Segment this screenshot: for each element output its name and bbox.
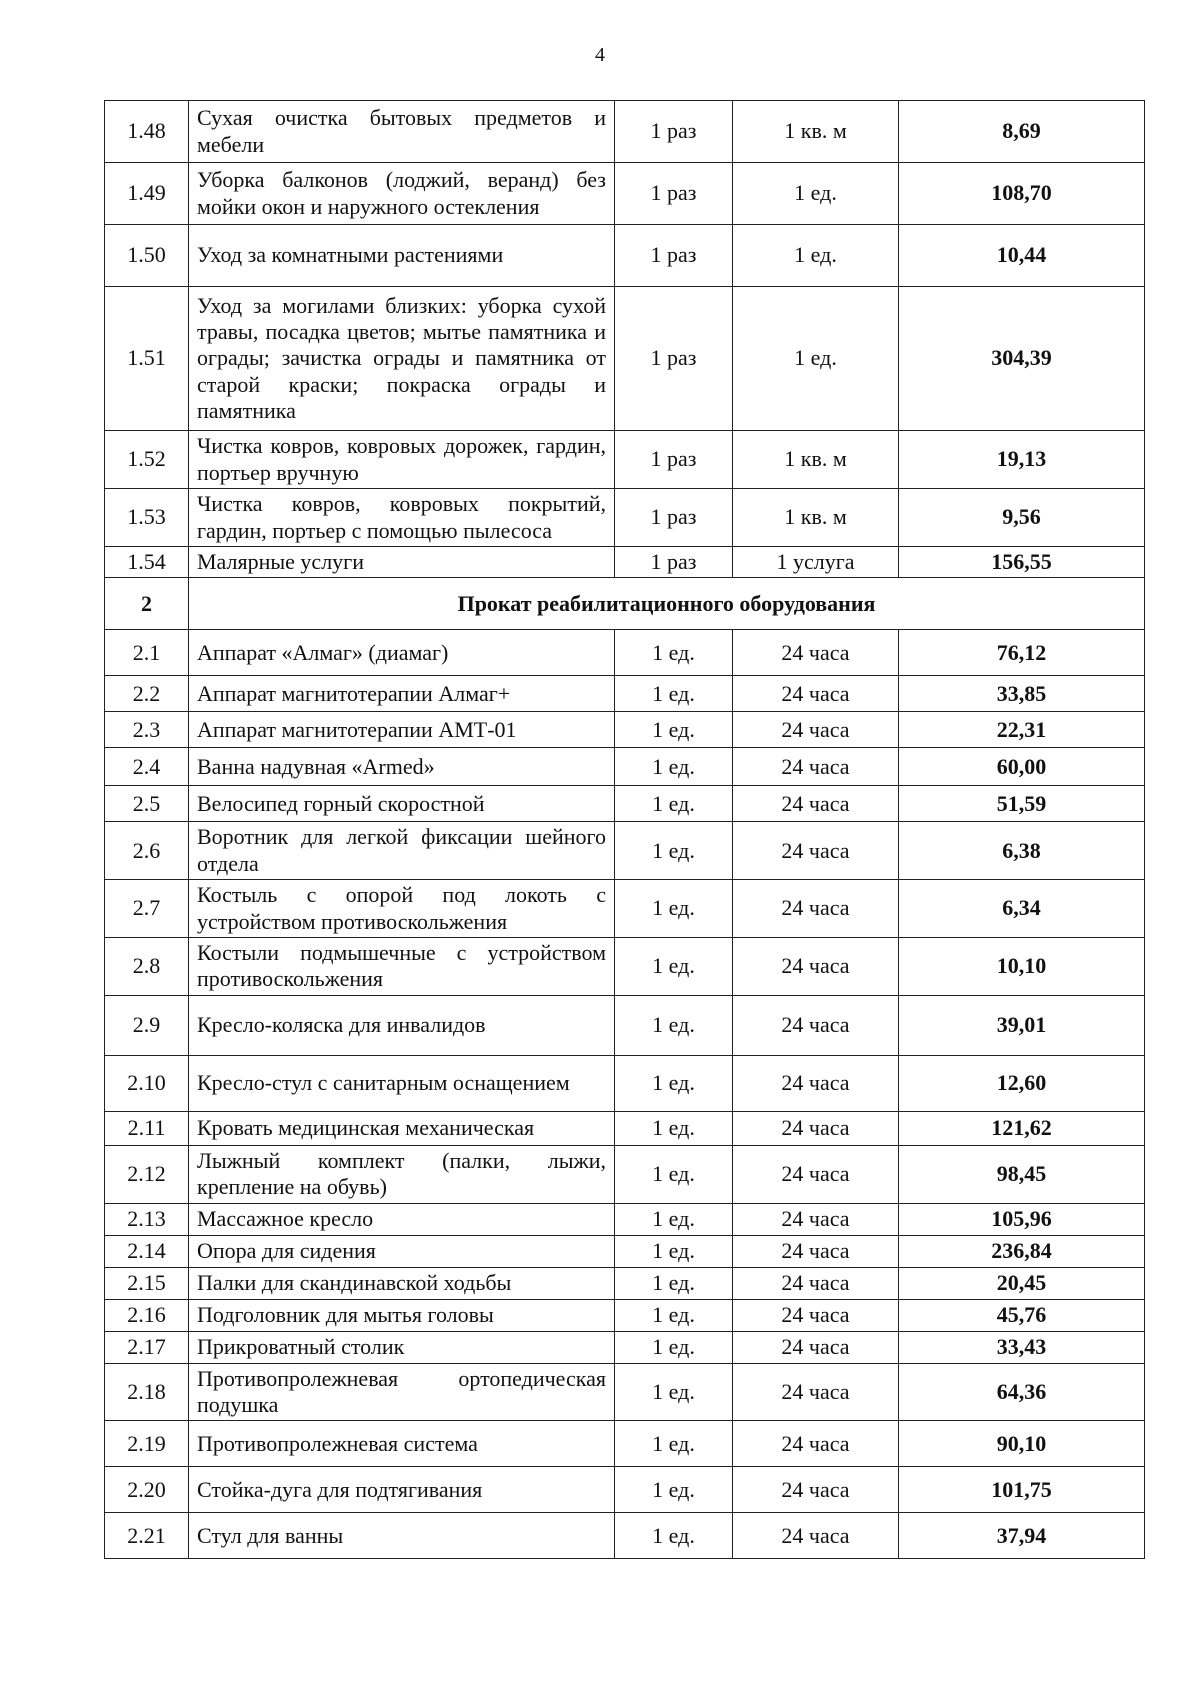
service-quantity: 1 ед. [615, 1235, 733, 1267]
service-unit: 24 часа [733, 822, 899, 880]
service-unit: 1 кв. м [733, 431, 899, 489]
service-quantity: 1 ед. [615, 880, 733, 938]
service-unit: 24 часа [733, 676, 899, 712]
service-name: Велосипед горный скоростной [189, 786, 615, 822]
row-number: 2.9 [105, 995, 189, 1055]
service-quantity: 1 ед. [615, 995, 733, 1055]
row-number: 2.1 [105, 630, 189, 676]
service-name: Чистка ковров, ковровых дорожек, гардин, портьер вручную [189, 431, 615, 489]
table-row [105, 995, 1145, 1055]
table-row [105, 1421, 1145, 1467]
service-name: Стул для ванны [189, 1513, 615, 1559]
service-unit: 24 часа [733, 712, 899, 748]
table-row [105, 287, 1145, 431]
row-number: 2.15 [105, 1267, 189, 1299]
service-price: 10,44 [899, 225, 1145, 287]
table-row [105, 630, 1145, 676]
service-unit: 24 часа [733, 1421, 899, 1467]
service-quantity: 1 ед. [615, 1299, 733, 1331]
service-name: Подголовник для мытья головы [189, 1299, 615, 1331]
service-quantity: 1 ед. [615, 1421, 733, 1467]
service-price: 64,36 [899, 1363, 1145, 1421]
table-row [105, 1467, 1145, 1513]
row-number: 2.6 [105, 822, 189, 880]
service-name: Кресло-стул с санитарным оснащением [189, 1055, 615, 1111]
page-number: 4 [595, 44, 605, 66]
service-unit: 1 ед. [733, 163, 899, 225]
table-row [105, 547, 1145, 578]
table-row [105, 712, 1145, 748]
service-price: 156,55 [899, 547, 1145, 578]
table-row [105, 489, 1145, 547]
table-row [105, 163, 1145, 225]
service-quantity: 1 ед. [615, 1145, 733, 1203]
table-row [105, 431, 1145, 489]
service-name: Малярные услуги [189, 547, 615, 578]
service-name: Воротник для легкой фиксации шейного отдела [189, 822, 615, 880]
service-price: 39,01 [899, 995, 1145, 1055]
service-unit: 24 часа [733, 786, 899, 822]
service-name: Массажное кресло [189, 1203, 615, 1235]
service-name: Палки для скандинавской ходьбы [189, 1267, 615, 1299]
row-number: 2.10 [105, 1055, 189, 1111]
service-quantity: 1 раз [615, 547, 733, 578]
service-unit: 1 кв. м [733, 101, 899, 163]
service-quantity: 1 раз [615, 225, 733, 287]
service-price: 101,75 [899, 1467, 1145, 1513]
service-name: Кровать медицинская механическая [189, 1111, 615, 1145]
row-number: 2.16 [105, 1299, 189, 1331]
table-row [105, 1363, 1145, 1421]
service-unit: 24 часа [733, 1467, 899, 1513]
service-quantity: 1 ед. [615, 1363, 733, 1421]
table-row [105, 1055, 1145, 1111]
table-row [105, 937, 1145, 995]
service-name: Кресло-коляска для инвалидов [189, 995, 615, 1055]
service-unit: 24 часа [733, 1513, 899, 1559]
service-price: 37,94 [899, 1513, 1145, 1559]
service-name: Прикроватный столик [189, 1331, 615, 1363]
service-price: 236,84 [899, 1235, 1145, 1267]
service-quantity: 1 ед. [615, 1055, 733, 1111]
table-row [105, 676, 1145, 712]
table-row [105, 880, 1145, 938]
service-price: 6,38 [899, 822, 1145, 880]
service-price: 304,39 [899, 287, 1145, 431]
service-unit: 24 часа [733, 995, 899, 1055]
service-price: 108,70 [899, 163, 1145, 225]
service-name: Аппарат магнитотерапии АМТ-01 [189, 712, 615, 748]
table-row [105, 1111, 1145, 1145]
service-quantity: 1 ед. [615, 1203, 733, 1235]
service-quantity: 1 ед. [615, 748, 733, 786]
service-price: 10,10 [899, 937, 1145, 995]
row-number: 2.4 [105, 748, 189, 786]
service-price: 121,62 [899, 1111, 1145, 1145]
service-name: Ванна надувная «Armed» [189, 748, 615, 786]
service-price: 19,13 [899, 431, 1145, 489]
service-name: Опора для сидения [189, 1235, 615, 1267]
table-row [105, 748, 1145, 786]
service-quantity: 1 ед. [615, 676, 733, 712]
service-unit: 24 часа [733, 1203, 899, 1235]
service-unit: 24 часа [733, 1267, 899, 1299]
service-name: Стойка-дуга для подтягивания [189, 1467, 615, 1513]
service-unit: 24 часа [733, 1235, 899, 1267]
service-unit: 24 часа [733, 1299, 899, 1331]
service-quantity: 1 раз [615, 431, 733, 489]
service-unit: 24 часа [733, 937, 899, 995]
row-number: 1.48 [105, 101, 189, 163]
service-price: 60,00 [899, 748, 1145, 786]
service-name: Аппарат «Алмаг» (диамаг) [189, 630, 615, 676]
service-price: 98,45 [899, 1145, 1145, 1203]
row-number: 2.7 [105, 880, 189, 938]
service-quantity: 1 ед. [615, 1267, 733, 1299]
service-unit: 24 часа [733, 630, 899, 676]
service-quantity: 1 ед. [615, 1331, 733, 1363]
table-row [105, 1267, 1145, 1299]
section-title: Прокат реабилитационного оборудования [189, 578, 1145, 630]
service-price: 90,10 [899, 1421, 1145, 1467]
service-price: 6,34 [899, 880, 1145, 938]
service-unit: 24 часа [733, 1111, 899, 1145]
row-number: 2.11 [105, 1111, 189, 1145]
service-unit: 1 ед. [733, 287, 899, 431]
table-row [105, 786, 1145, 822]
service-unit: 24 часа [733, 1145, 899, 1203]
row-number: 2.17 [105, 1331, 189, 1363]
service-price: 8,69 [899, 101, 1145, 163]
service-name: Лыжный комплект (палки, лыжи, крепление на обувь) [189, 1145, 615, 1203]
table-row [105, 1299, 1145, 1331]
service-quantity: 1 ед. [615, 1467, 733, 1513]
service-unit: 24 часа [733, 880, 899, 938]
section-header-row [105, 578, 1145, 630]
service-name: Уход за могилами близких: уборка сухой травы, посадка цветов; мытье памятника и ограды; зачистка ограды и памятника от старой краски; покраска ограды и памятника [189, 287, 615, 431]
service-quantity: 1 ед. [615, 1513, 733, 1559]
table-row [105, 1145, 1145, 1203]
table-row [105, 225, 1145, 287]
row-number: 2.5 [105, 786, 189, 822]
row-number: 2.18 [105, 1363, 189, 1421]
section-number: 2 [105, 578, 189, 630]
service-price: 51,59 [899, 786, 1145, 822]
price-table [104, 100, 1145, 1559]
row-number: 2.13 [105, 1203, 189, 1235]
row-number: 2.2 [105, 676, 189, 712]
service-price: 105,96 [899, 1203, 1145, 1235]
service-name: Чистка ковров, ковровых покрытий, гардин, портьер с помощью пылесоса [189, 489, 615, 547]
service-price: 12,60 [899, 1055, 1145, 1111]
service-price: 22,31 [899, 712, 1145, 748]
table-body [105, 101, 1145, 1559]
row-number: 2.8 [105, 937, 189, 995]
service-quantity: 1 ед. [615, 1111, 733, 1145]
row-number: 2.3 [105, 712, 189, 748]
service-name: Противопролежневая ортопедическая подушка [189, 1363, 615, 1421]
service-unit: 1 услуга [733, 547, 899, 578]
service-price: 9,56 [899, 489, 1145, 547]
service-price: 20,45 [899, 1267, 1145, 1299]
service-price: 33,43 [899, 1331, 1145, 1363]
row-number: 2.12 [105, 1145, 189, 1203]
row-number: 1.51 [105, 287, 189, 431]
service-name: Противопролежневая система [189, 1421, 615, 1467]
table-row [105, 1235, 1145, 1267]
service-quantity: 1 ед. [615, 630, 733, 676]
service-unit: 1 кв. м [733, 489, 899, 547]
row-number: 1.50 [105, 225, 189, 287]
table-row [105, 1331, 1145, 1363]
service-name: Костыли подмышечные с устройством противоскольжения [189, 937, 615, 995]
service-quantity: 1 раз [615, 101, 733, 163]
table-row [105, 1203, 1145, 1235]
row-number: 1.52 [105, 431, 189, 489]
row-number: 1.54 [105, 547, 189, 578]
row-number: 2.19 [105, 1421, 189, 1467]
table-row [105, 1513, 1145, 1559]
table-row [105, 101, 1145, 163]
service-quantity: 1 ед. [615, 937, 733, 995]
row-number: 1.53 [105, 489, 189, 547]
service-unit: 24 часа [733, 1331, 899, 1363]
service-price: 33,85 [899, 676, 1145, 712]
service-unit: 24 часа [733, 748, 899, 786]
service-name: Сухая очистка бытовых предметов и мебели [189, 101, 615, 163]
service-name: Уход за комнатными растениями [189, 225, 615, 287]
service-price: 45,76 [899, 1299, 1145, 1331]
service-quantity: 1 раз [615, 287, 733, 431]
service-unit: 1 ед. [733, 225, 899, 287]
service-name: Уборка балконов (лоджий, веранд) без мойки окон и наружного остекления [189, 163, 615, 225]
service-quantity: 1 ед. [615, 822, 733, 880]
service-quantity: 1 ед. [615, 712, 733, 748]
service-unit: 24 часа [733, 1055, 899, 1111]
service-price: 76,12 [899, 630, 1145, 676]
service-quantity: 1 раз [615, 163, 733, 225]
row-number: 2.20 [105, 1467, 189, 1513]
row-number: 2.21 [105, 1513, 189, 1559]
row-number: 1.49 [105, 163, 189, 225]
table-row [105, 822, 1145, 880]
service-quantity: 1 ед. [615, 786, 733, 822]
service-quantity: 1 раз [615, 489, 733, 547]
service-unit: 24 часа [733, 1363, 899, 1421]
service-name: Аппарат магнитотерапии Алмаг+ [189, 676, 615, 712]
service-name: Костыль с опорой под локоть с устройством противоскольжения [189, 880, 615, 938]
row-number: 2.14 [105, 1235, 189, 1267]
